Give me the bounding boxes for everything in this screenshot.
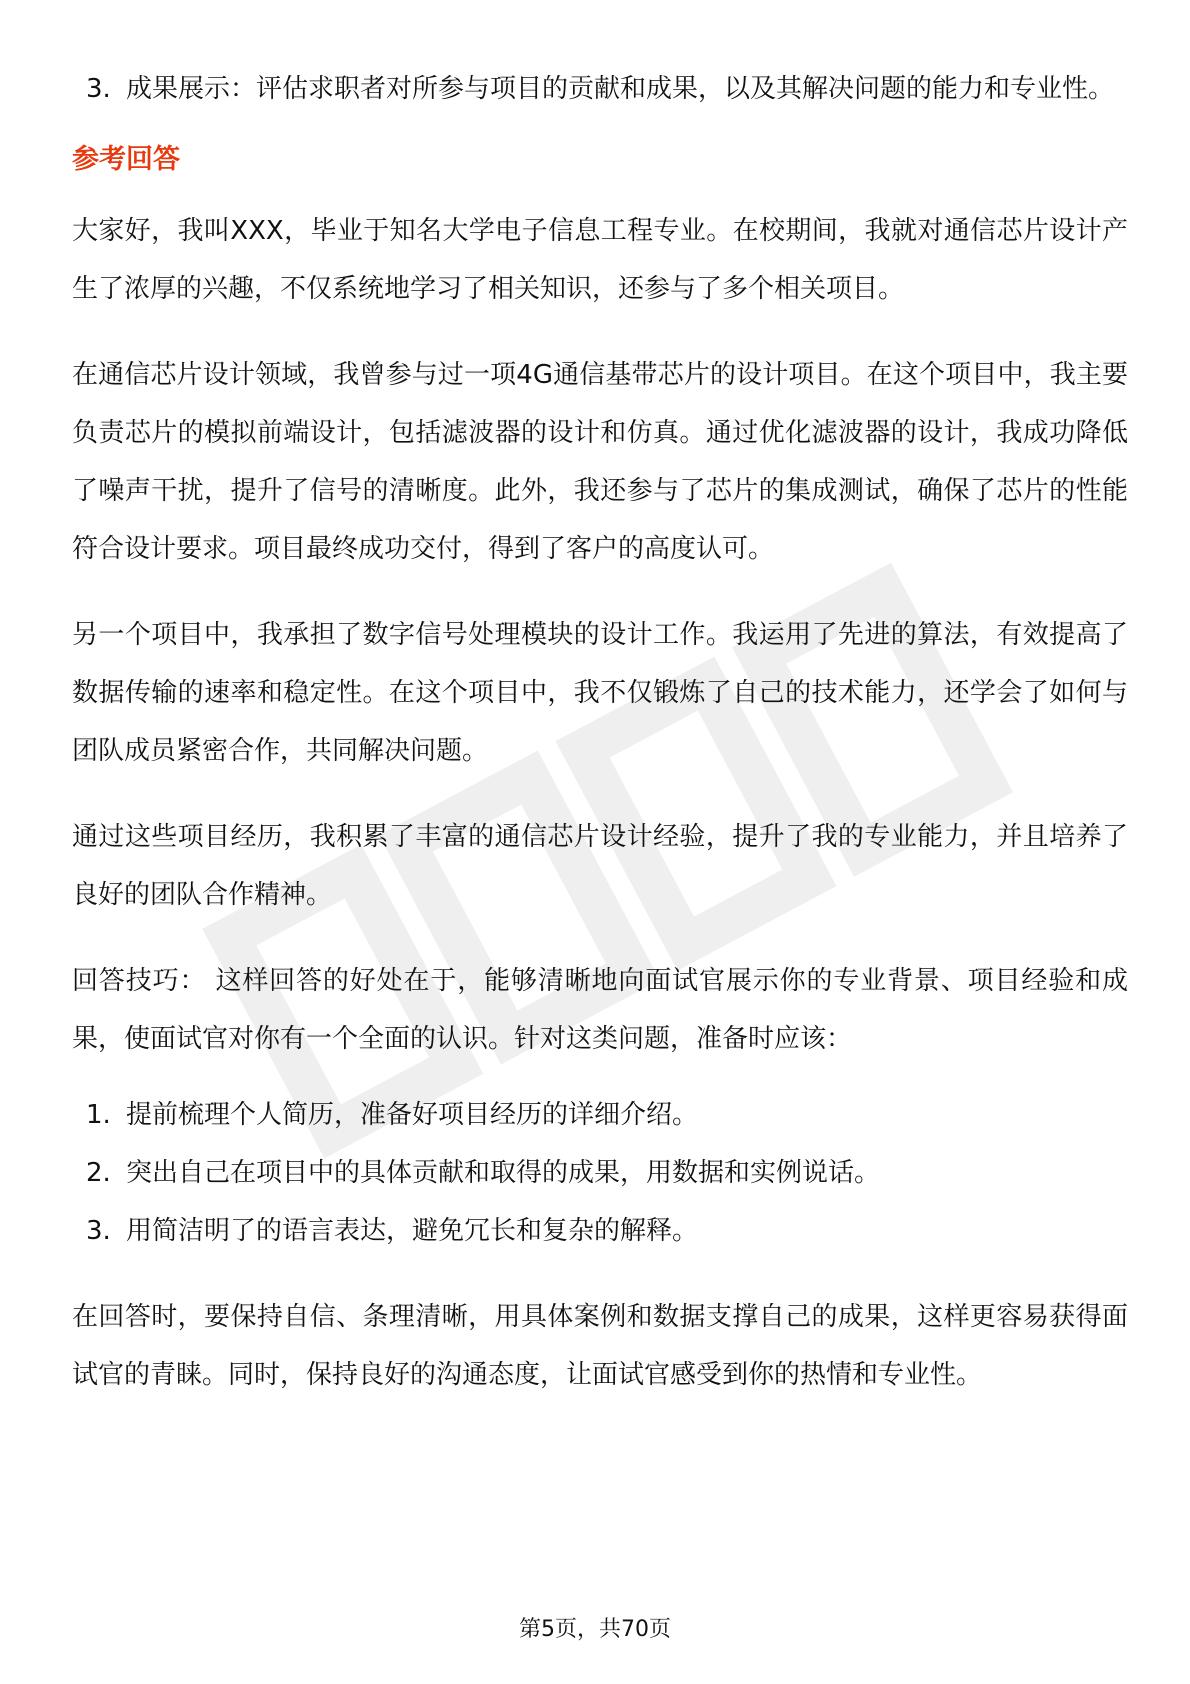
list-item-text: 用简洁明了的语言表达，避免冗长和复杂的解释。 <box>126 1216 699 1246</box>
answer-paragraph-summary: 通过这些项目经历，我积累了丰富的通信芯片设计经验，提升了我的专业能力，并且培养了良好的团队合作精神。 <box>72 822 1128 910</box>
answer-tips-intro: 回答技巧： 这样回答的好处在于，能够清晰地向面试官展示你的专业背景、项目经验和成果，使面试官对你有一个全面的认识。针对这类问题，准备时应该： <box>72 966 1128 1054</box>
list-item-number: 3. <box>86 1216 111 1246</box>
criteria-list <box>72 60 1128 118</box>
list-item-text: 成果展示：评估求职者对所参与项目的贡献和成果，以及其解决问题的能力和专业性。 <box>126 74 1115 104</box>
page-footer: 第5页，共70页 <box>519 1617 671 1642</box>
list-item <box>72 1086 1128 1144</box>
list-item <box>72 60 1128 118</box>
list-item-text: 突出自己在项目中的具体贡献和取得的成果，用数据和实例说话。 <box>126 1158 881 1188</box>
list-item-number: 1. <box>86 1100 111 1130</box>
answer-paragraph-project-1: 在通信芯片设计领域，我曾参与过一项4G通信基带芯片的设计项目。在这个项目中，我主要负责芯片的模拟前端设计，包括滤波器的设计和仿真。通过优化滤波器的设计，我成功降低了噪声干扰，提升了信号的清晰度。此外，我还参与了芯片的集成测试，确保了芯片的性能符合设计要求。项目最终成功交付，得到了客户的高度认可。 <box>72 360 1128 564</box>
list-item-number: 3. <box>86 74 111 104</box>
section-title: 参考回答 <box>72 144 180 175</box>
list-item-number: 2. <box>86 1158 111 1188</box>
list-item <box>72 1202 1128 1260</box>
list-item <box>72 1144 1128 1202</box>
document-content <box>72 60 1128 1432</box>
list-item-text: 提前梳理个人简历，准备好项目经历的详细介绍。 <box>126 1100 699 1130</box>
tips-list <box>72 1086 1128 1260</box>
answer-paragraph-intro: 大家好，我叫XXX，毕业于知名大学电子信息工程专业。在校期间，我就对通信芯片设计产生了浓厚的兴趣，不仅系统地学习了相关知识，还参与了多个相关项目。 <box>72 216 1128 304</box>
closing-paragraph: 在回答时，要保持自信、条理清晰，用具体案例和数据支撑自己的成果，这样更容易获得面试官的青睐。同时，保持良好的沟通态度，让面试官感受到你的热情和专业性。 <box>72 1302 1128 1390</box>
answer-paragraph-project-2: 另一个项目中，我承担了数字信号处理模块的设计工作。我运用了先进的算法，有效提高了数据传输的速率和稳定性。在这个项目中，我不仅锻炼了自己的技术能力，还学会了如何与团队成员紧密合作，共同解决问题。 <box>72 620 1128 766</box>
